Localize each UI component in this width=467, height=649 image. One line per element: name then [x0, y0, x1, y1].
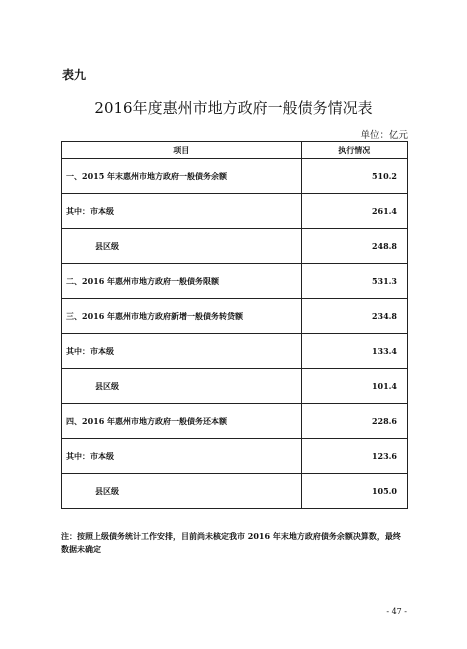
- row-item: 其中：市本级: [62, 439, 302, 474]
- document-title: 2016年度惠州市地方政府一般债务情况表: [94, 99, 373, 117]
- row-item: 县区级: [62, 474, 302, 509]
- row-item: 三、2016 年惠州市地方政府新增一般债务转贷额: [62, 299, 302, 334]
- row-value: 248.8: [301, 229, 407, 264]
- row-value: 105.0: [301, 474, 407, 509]
- table-row: [62, 439, 408, 474]
- header-item: 项目: [62, 142, 302, 159]
- table-row: [62, 404, 408, 439]
- table-row: [62, 229, 408, 264]
- row-item: 四、2016 年惠州市地方政府一般债务还本额: [62, 404, 302, 439]
- unit-label: 单位：亿元: [360, 130, 408, 141]
- table-row: [62, 474, 408, 509]
- table-row: [62, 299, 408, 334]
- page-number: - 47 -: [386, 607, 407, 616]
- row-item: 其中：市本级: [62, 194, 302, 229]
- row-value: 133.4: [301, 334, 407, 369]
- row-value: 510.2: [301, 159, 407, 194]
- table-header-row: [62, 142, 408, 159]
- table-body: [62, 159, 408, 509]
- row-item: 县区级: [62, 229, 302, 264]
- table-row: [62, 369, 408, 404]
- table-row: [62, 264, 408, 299]
- row-value: 234.8: [301, 299, 407, 334]
- row-value: 228.6: [301, 404, 407, 439]
- row-value: 101.4: [301, 369, 407, 404]
- debt-table: [61, 141, 408, 509]
- table-row: [62, 334, 408, 369]
- row-value: 123.6: [301, 439, 407, 474]
- row-item: 二、2016 年惠州市地方政府一般债务限额: [62, 264, 302, 299]
- row-value: 261.4: [301, 194, 407, 229]
- row-value: 531.3: [301, 264, 407, 299]
- table-label: 表九: [62, 68, 87, 82]
- footnote: 注：按照上级债务统计工作安排，目前尚未核定我市 2016 年末地方政府债务余额决算数，最终数据未确定: [61, 531, 401, 554]
- row-item: 一、2015 年末惠州市地方政府一般债务余额: [62, 159, 302, 194]
- row-item: 其中：市本级: [62, 334, 302, 369]
- header-execution: 执行情况: [301, 142, 407, 159]
- row-item: 县区级: [62, 369, 302, 404]
- table-row: [62, 194, 408, 229]
- table-row: [62, 159, 408, 194]
